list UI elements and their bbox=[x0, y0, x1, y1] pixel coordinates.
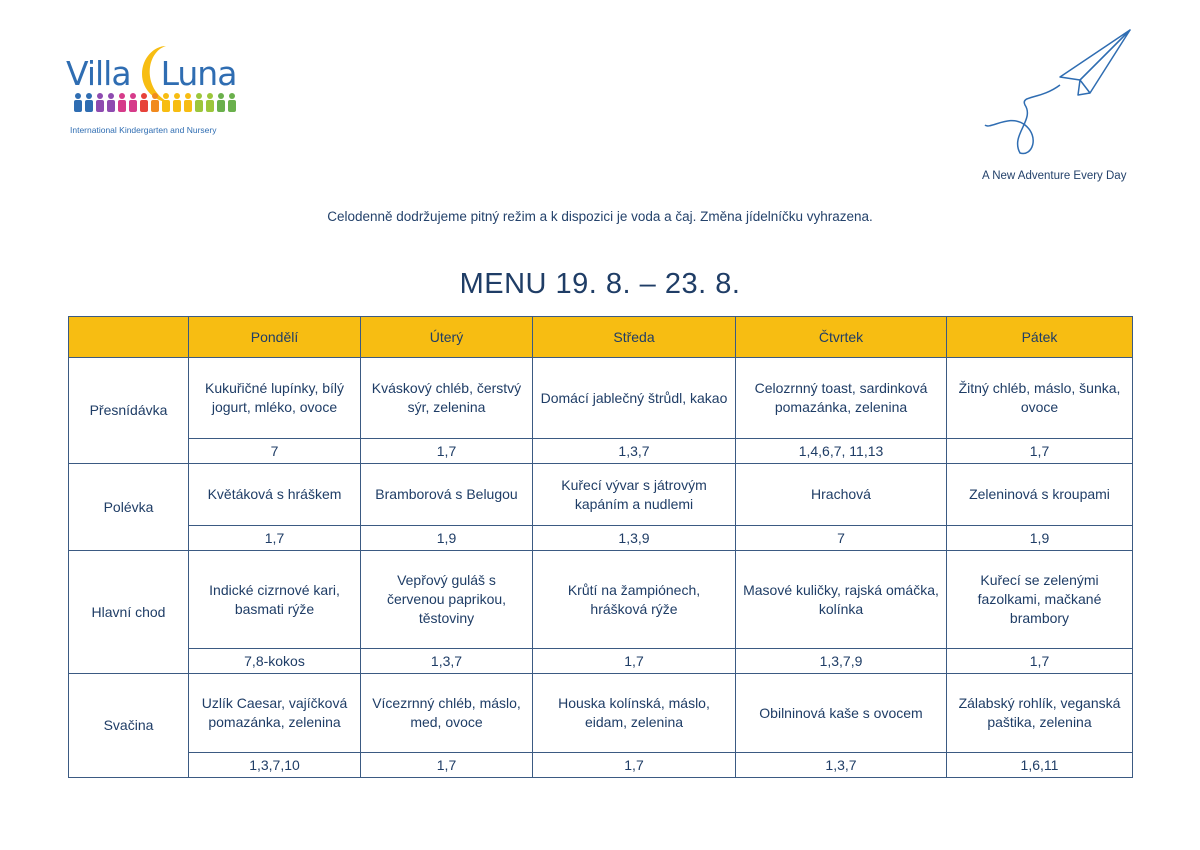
meal-label: Polévka bbox=[69, 464, 189, 551]
villa-luna-logo bbox=[66, 44, 246, 139]
day-header: Pátek bbox=[947, 317, 1133, 358]
meal-label: Přesnídávka bbox=[69, 358, 189, 464]
allergen-cell: 1,3,7 bbox=[736, 753, 947, 778]
allergen-cell: 7 bbox=[736, 526, 947, 551]
allergen-row bbox=[69, 649, 1133, 674]
dish-cell: Květáková s hráškem bbox=[189, 464, 361, 526]
dish-cell: Vepřový guláš s červenou paprikou, těstoviny bbox=[361, 551, 533, 649]
allergen-cell: 1,7 bbox=[533, 753, 736, 778]
day-header: Středa bbox=[533, 317, 736, 358]
allergen-cell: 1,7 bbox=[533, 649, 736, 674]
table-header-row bbox=[69, 317, 1133, 358]
menu-title: MENU 19. 8. – 23. 8. bbox=[459, 268, 741, 300]
logo-name-villa: Villa bbox=[66, 54, 131, 93]
dish-cell: Kuřecí se zelenými fazolkami, mačkané brambory bbox=[947, 551, 1133, 649]
allergen-cell: 1,3,7,10 bbox=[189, 753, 361, 778]
meal-label: Hlavní chod bbox=[69, 551, 189, 674]
dish-cell: Masové kuličky, rajská omáčka, kolínka bbox=[736, 551, 947, 649]
allergen-row bbox=[69, 439, 1133, 464]
menu-table bbox=[68, 316, 1133, 778]
dish-cell: Zeleninová s kroupami bbox=[947, 464, 1133, 526]
allergen-cell: 1,9 bbox=[361, 526, 533, 551]
dish-row bbox=[69, 551, 1133, 649]
allergen-cell: 1,7 bbox=[361, 753, 533, 778]
allergen-cell: 1,3,7 bbox=[533, 439, 736, 464]
dish-row bbox=[69, 358, 1133, 439]
allergen-cell: 1,3,9 bbox=[533, 526, 736, 551]
allergen-cell: 1,6,11 bbox=[947, 753, 1133, 778]
dish-cell: Kukuřičné lupínky, bílý jogurt, mléko, ovoce bbox=[189, 358, 361, 439]
allergen-cell: 7,8-kokos bbox=[189, 649, 361, 674]
day-header: Úterý bbox=[361, 317, 533, 358]
logo-name-luna: Luna bbox=[160, 54, 237, 93]
logo-subtitle: International Kindergarten and Nursery bbox=[70, 125, 217, 135]
day-header: Čtvrtek bbox=[736, 317, 947, 358]
tagline: A New Adventure Every Day bbox=[982, 170, 1127, 182]
allergen-cell: 1,9 bbox=[947, 526, 1133, 551]
allergen-row bbox=[69, 526, 1133, 551]
allergen-cell: 1,4,6,7, 11,13 bbox=[736, 439, 947, 464]
dish-cell: Obilninová kaše s ovocem bbox=[736, 674, 947, 753]
paper-plane-icon bbox=[980, 25, 1140, 160]
allergen-cell: 1,7 bbox=[947, 649, 1133, 674]
dish-cell: Bramborová s Belugou bbox=[361, 464, 533, 526]
dish-cell: Indické cizrnové kari, basmati rýže bbox=[189, 551, 361, 649]
dish-cell: Kuřecí vývar s játrovým kapáním a nudlemi bbox=[533, 464, 736, 526]
dish-cell: Krůtí na žampiónech, hrášková rýže bbox=[533, 551, 736, 649]
allergen-cell: 7 bbox=[189, 439, 361, 464]
dish-cell: Uzlík Caesar, vajíčková pomazánka, zelenina bbox=[189, 674, 361, 753]
meal-label: Svačina bbox=[69, 674, 189, 778]
dish-row bbox=[69, 674, 1133, 753]
notice-text: Celodenně dodržujeme pitný režim a k dispozici je voda a čaj. Změna jídelníčku vyhrazena. bbox=[327, 209, 873, 224]
dish-row bbox=[69, 464, 1133, 526]
allergen-cell: 1,3,7,9 bbox=[736, 649, 947, 674]
allergen-cell: 1,7 bbox=[947, 439, 1133, 464]
allergen-cell: 1,3,7 bbox=[361, 649, 533, 674]
day-header: Pondělí bbox=[189, 317, 361, 358]
dish-cell: Domácí jablečný štrůdl, kakao bbox=[533, 358, 736, 439]
children-row-icon bbox=[72, 92, 242, 114]
dish-cell: Vícezrnný chléb, máslo, med, ovoce bbox=[361, 674, 533, 753]
dish-cell: Zálabský rohlík, veganská paštika, zelenina bbox=[947, 674, 1133, 753]
allergen-cell: 1,7 bbox=[189, 526, 361, 551]
dish-cell: Hrachová bbox=[736, 464, 947, 526]
header-corner-cell bbox=[69, 317, 189, 358]
allergen-cell: 1,7 bbox=[361, 439, 533, 464]
dish-cell: Houska kolínská, máslo, eidam, zelenina bbox=[533, 674, 736, 753]
allergen-row bbox=[69, 753, 1133, 778]
dish-cell: Celozrnný toast, sardinková pomazánka, zelenina bbox=[736, 358, 947, 439]
dish-cell: Kváskový chléb, čerstvý sýr, zelenina bbox=[361, 358, 533, 439]
dish-cell: Žitný chléb, máslo, šunka, ovoce bbox=[947, 358, 1133, 439]
logo-wordmark bbox=[66, 54, 236, 93]
